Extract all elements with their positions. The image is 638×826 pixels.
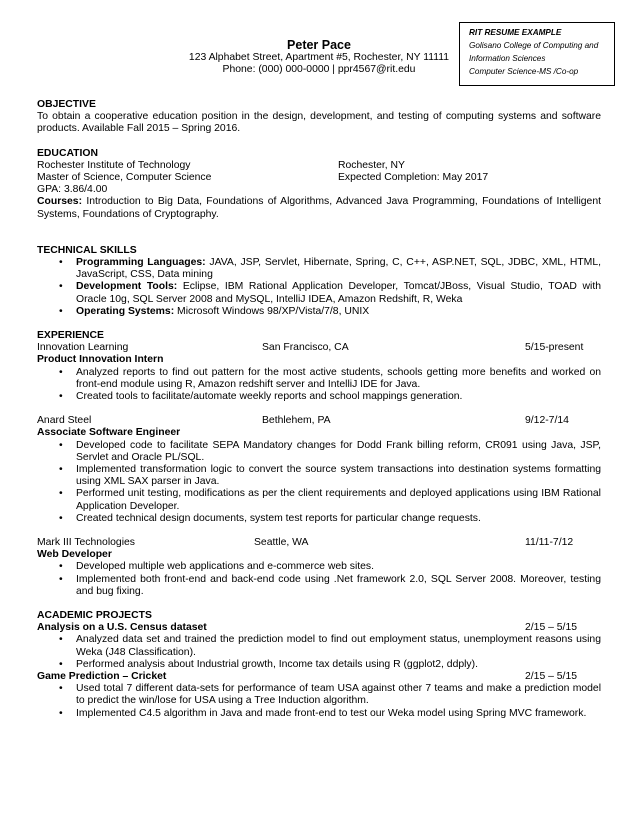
job-bullet: • Performed unit testing, modifications as per the client requirements and deployed applications using IBM Rational Application Developer. [37, 488, 601, 512]
job-bullet: • Implemented transformation logic to convert the source system transactions into destination systems formatting using XML SAX parser in Java. [37, 464, 601, 488]
school-location: Rochester, NY [338, 159, 405, 171]
address-line: 123 Alphabet Street, Apartment #5, Rochester, NY 11111 [188, 52, 450, 63]
project-bullet: • Analyzed data set and trained the prediction model to find out employment status, unemployment reasons using Weka (J48 Classification). [37, 634, 601, 658]
job-bullet: • Analyzed reports to find out pattern for the most active students, schools getting more benefits and worked on front-end module using R, Amazon redshift server and IntelliJ IDE for Java. [37, 367, 601, 391]
skill-label: Programming Languages: [76, 257, 206, 268]
experience-heading: EXPERIENCE [37, 330, 104, 342]
degree: Master of Science, Computer Science [37, 172, 212, 183]
project-title: Game Prediction – Cricket [37, 671, 167, 683]
project-bullet: • Performed analysis about Industrial growth, Income tax details using R (ggplot2, ddply). [37, 659, 601, 671]
job-row [37, 415, 601, 427]
project-title: Analysis on a U.S. Census dataset [37, 622, 207, 634]
job-bullets [37, 440, 601, 525]
project-row [37, 622, 601, 634]
objective-text: To obtain a cooperative education position in the design, development, and testing of computing systems and software products. Available Fall 2015 – Spring 2016. [37, 111, 601, 135]
job-location: San Francisco, CA [262, 342, 349, 354]
objective-heading: OBJECTIVE [37, 99, 96, 110]
skill-label: Development Tools: [76, 281, 178, 293]
company: Mark III Technologies [37, 537, 135, 549]
skill-label: Operating Systems: [76, 305, 175, 317]
education-row [37, 160, 601, 172]
job-location: Bethlehem, PA [262, 415, 331, 427]
job-title: Product Innovation Intern [37, 354, 164, 366]
job-dates: 9/12-7/14 [525, 415, 569, 427]
job-bullet: • Developed multiple web applications and e-commerce web sites. [37, 561, 601, 573]
courses-label: Courses: [37, 196, 83, 208]
skill-item [37, 306, 601, 318]
example-label-line: Information Sciences [469, 54, 546, 63]
skill-item [37, 281, 601, 305]
company: Anard Steel [37, 415, 92, 427]
job-dates: 5/15-present [525, 342, 584, 354]
job-location: Seattle, WA [254, 537, 309, 549]
resume-body [37, 99, 601, 720]
projects-heading: ACADEMIC PROJECTS [37, 610, 152, 622]
example-label-line: Golisano College of Computing and [469, 41, 599, 50]
job-bullets [37, 561, 601, 598]
job-row [37, 537, 601, 549]
job-bullet: • Created tools to facilitate/automate weekly reports and school mappings generation. [37, 391, 601, 403]
example-label-title: RIT RESUME EXAMPLE [469, 28, 562, 37]
skill-text: Eclipse, IBM Rational Application Developer, Tomcat/JBoss, Visual Studio, TOAD with Oracle 10g, SQL Server 2008 and MySQL, IntelliJ IDEA, Amazon Redshift, R, Weka [76, 281, 601, 305]
example-label-box [459, 22, 615, 86]
gpa: GPA: 3.86/4.00 [37, 184, 108, 196]
job-bullet: • Developed code to facilitate SEPA Mandatory changes for Dodd Frank billing reform, CR091 using Java, JSP, Servlet and Oracle PL/SQL. [37, 440, 601, 464]
skill-item [37, 257, 601, 281]
project-dates: 2/15 – 5/15 [525, 622, 577, 634]
skill-text: JAVA, JSP, Servlet, Hibernate, Spring, C, C++, ASP.NET, SQL, JDBC, XML, HTML, JavaScript, CSS, Data mining [76, 257, 602, 281]
project-dates: 2/15 – 5/15 [525, 671, 577, 683]
job-dates: 11/11-7/12 [525, 537, 574, 549]
job-title: Associate Software Engineer [37, 427, 181, 439]
job-bullet: • Created technical design documents, system test reports for particular change requests. [37, 513, 601, 525]
project-bullet: • Implemented C4.5 algorithm in Java and made front-end to test our Weka model using Spring MVC framework. [37, 708, 601, 720]
skills-heading: TECHNICAL SKILLS [37, 244, 137, 256]
courses-list: Introduction to Big Data, Foundations of Algorithms, Advanced Java Programming, Foundations of Intelligent Systems, Foundations of Cryptography. [37, 196, 601, 220]
project-bullets [37, 683, 601, 720]
skills-list [37, 257, 601, 318]
courses [37, 196, 601, 220]
education-heading: EDUCATION [37, 147, 98, 159]
job-bullet: • Implemented both front-end and back-end code using .Net framework 2.0, SQL Server 2008. Moreover, testing and bug fixing. [37, 574, 601, 598]
resume-header [180, 38, 458, 76]
project-bullet: • Used total 7 different data-sets for performance of team USA against other 7 teams and make a prediction model to predict the win/lose for USA using a Tree Induction algorithm. [37, 683, 601, 707]
degree-row [37, 172, 601, 184]
school-name: Rochester Institute of Technology [37, 159, 191, 171]
project-bullets [37, 634, 601, 671]
skill-text: Microsoft Windows 98/XP/Vista/7/8, UNIX [174, 305, 370, 317]
contact-line: Phone: (000) 000-0000 | ppr4567@rit.edu [222, 64, 416, 76]
job-title: Web Developer [37, 549, 112, 561]
completion-date: Expected Completion: May 2017 [338, 172, 489, 183]
company: Innovation Learning [37, 342, 129, 354]
project-row [37, 671, 601, 683]
job-bullets [37, 367, 601, 404]
candidate-name: Peter Pace [287, 38, 351, 52]
job-row [37, 342, 601, 354]
example-label-line: Computer Science-MS /Co-op [469, 67, 579, 76]
